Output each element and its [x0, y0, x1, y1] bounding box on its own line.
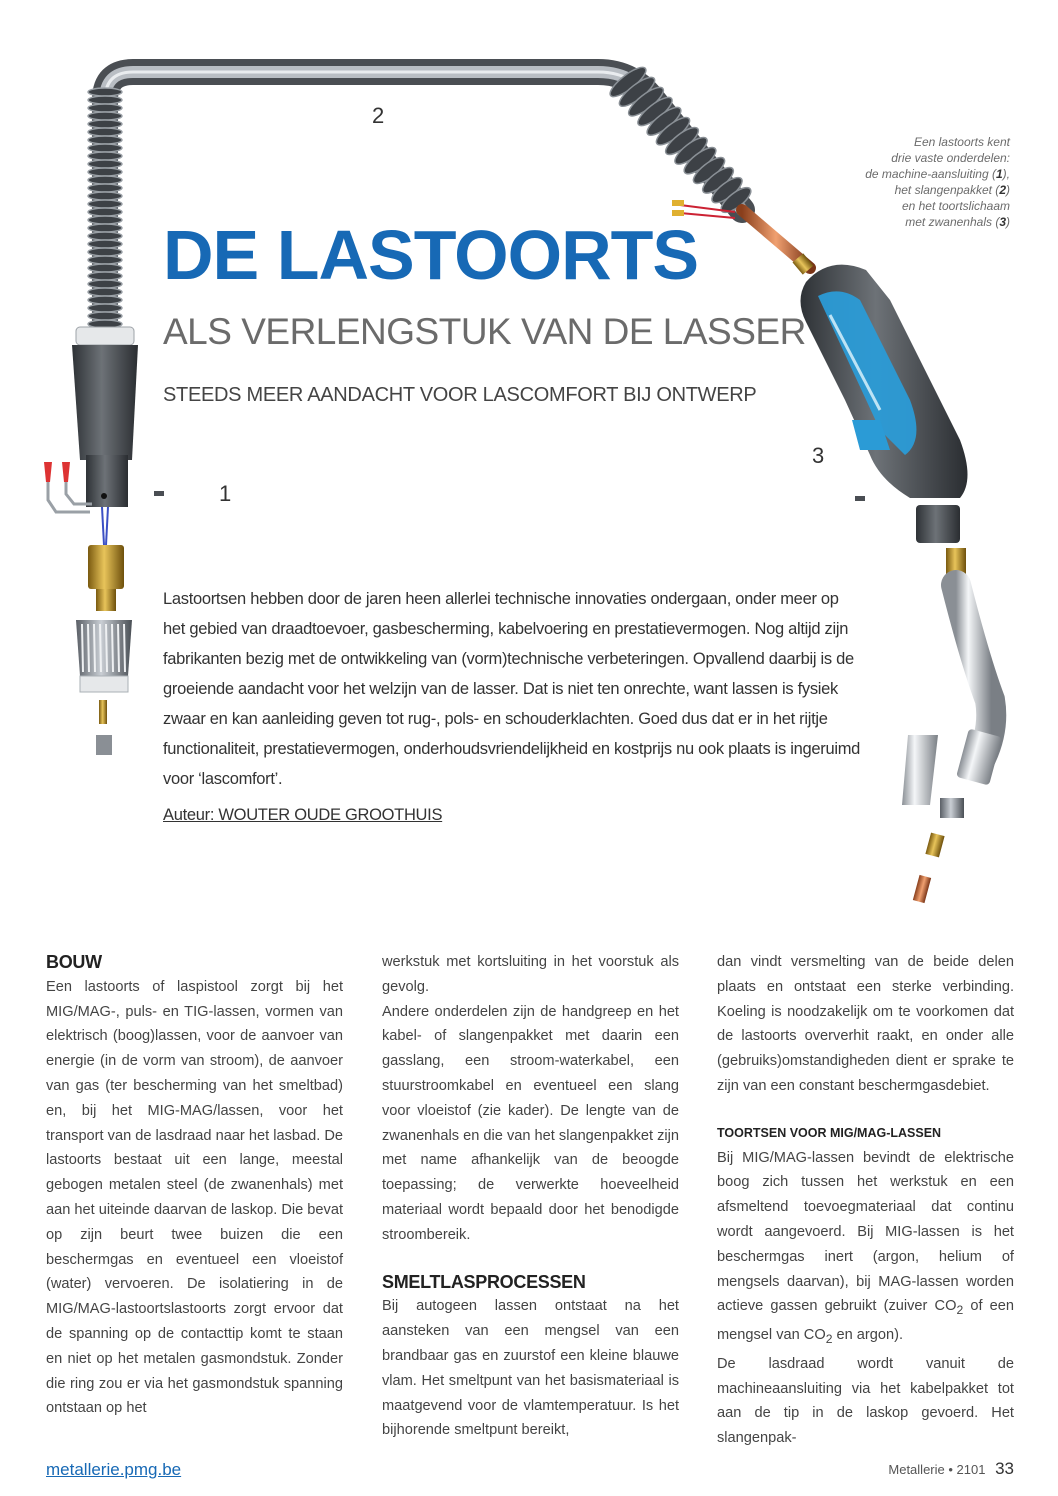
article-subtitle: ALS VERLENGSTUK VAN DE LASSER	[163, 311, 806, 352]
heading-bouw: BOUW	[46, 952, 102, 972]
right-spring-sleeve	[606, 63, 754, 217]
publication-issue: Metallerie • 2101	[888, 1462, 986, 1477]
intro-paragraph: Lastoortsen hebben door de jaren heen allerlei technische innovaties ondergaan, onder meer op het gebied van draadtoevoer, gasbescherming, kabelvoering en prestatievermogen. Nog altijd zijn fabrikanten bezig met de ontwikkeling van (vorm)technische verbeteringen. Opvallend daarbij is de groeiende aandacht voor het welzijn van de lasser. Dat is niet ten onrechte, want lassen is fysiek zwaar en kan aanleiding geven tot rug-, pols- en schouderklachten. Goed dus dat er in het rijtje functionaliteit, prestatievermogen, onderhoudsvriendelijkheid en kostprijs nu ook plaats is ingeruimd voor ‘lascomfort’.	[163, 590, 861, 788]
figure-caption: Een lastoorts kent drie vaste onderdelen: de machine-aansluiting (1), het slangenpakket (2) en het toortslichaam met zwanenhals (3)	[865, 135, 1010, 229]
column-3	[717, 950, 1014, 1451]
figure-label-2: 2	[372, 103, 385, 128]
paragraph: Bij autogeen lassen ontstaat na het aansteken van een mengsel van een brandbaar gas en zuurstof een kleine blauwe vlam. Het smeltpunt van het basismateriaal is maatgevend voor de vlamtemperatuur. Is het bijhorende smeltpunt bereikt,	[382, 1298, 679, 1439]
figure-label-1: 1	[219, 481, 232, 506]
heading-smeltlasprocessen: SMELTLASPROCESSEN	[382, 1271, 586, 1292]
paragraph: De lasdraad wordt vanuit de machineaansluiting via het kabelpakket tot aan de tip in de laskop gevoerd. Het slangenpak-	[717, 1355, 1014, 1447]
article-tagline: STEEDS MEER AANDACHT VOOR LASCOMFORT BIJ ONTWERP	[163, 384, 757, 406]
paragraph: werkstuk met kortsluiting in het voorstuk als gevolg.	[382, 954, 679, 995]
author-credit: Auteur: WOUTER OUDE GROOTHUIS	[163, 806, 443, 824]
page-number: 33	[995, 1459, 1014, 1478]
publication-info	[888, 1459, 1014, 1479]
website-link[interactable]: metallerie.pmg.be	[46, 1460, 182, 1479]
torch-body	[672, 200, 1002, 903]
figure-label-3: 3	[812, 443, 825, 468]
paragraph: dan vindt versmelting van de beide delen plaats en ontstaat een sterke verbinding. Koeling is noodzakelijk om te voorkomen dat de lastoorts oververhit raakt, en onder alle (gebruiks)omstandigheden dient er sprake te zijn van een constant beschermgasdebiet.	[717, 954, 1014, 1094]
article-title: DE LASTOORTS	[163, 216, 699, 294]
column-2	[382, 950, 679, 1443]
column-1	[46, 950, 343, 1421]
paragraph: Een lastoorts of laspistool zorgt bij het MIG/MAG-, puls- en TIG-lassen, vormen van elektrisch (boog)lassen, voor de aanvoer van energie (in de vorm van stroom), de aanvoer van gas (ter bescherming van het smeltbad) en, bij het MIG-MAG/lassen, voor het transport van de lasdraad naar het lasbad. De lastoorts bestaat uit een lange, meestal gebogen metalen steel (de zwanenhals) met aan het uiteinde daarvan de laskop. Die bevat op zijn beurt twee buizen die een beschermgas en eventueel een vloeistof (water) vervoeren. De isolatiering in de MIG/MAG-lastoortslastoorts zorgt ervoor dat de spanning op de contacttip komt te staan en niet op het metalen gasmondstuk. Zonder die ring zou er via het gasmondstuk spanning ontstaan op het	[46, 978, 343, 1417]
paragraph: Bij MIG/MAG-lassen bevindt de elektrische boog zich tussen het werkstuk en een afsmeltend toevoegmateriaal dat continu wordt aangevoerd. Bij MIG-lassen is het beschermgas inert (argon, helium of mengsels daarvan), bij MAG-lassen worden actieve gassen gebruikt (zuiver $CO_2$ of een mengsel van $CO_2$ en argon).	[717, 1149, 1014, 1346]
paragraph: Andere onderdelen zijn de handgreep en het kabel- of slangenpakket met daarin een gasslang, een stroom-waterkabel, een stuurstroomkabel en eventueel een slang voor vloeistof (zie kader). De lengte van de zwanenhals en die van het slangenpakket zijn met name afhankelijk van de beoogde toepassing; de verwerkte hoeveelheid materiaal wordt bepaald door het benodigde stroombereik.	[382, 1003, 679, 1243]
heading-toortsen-mig-mag: TOORTSEN VOOR MIG/MAG-LASSEN	[717, 1125, 942, 1140]
machine-connector	[44, 327, 164, 755]
